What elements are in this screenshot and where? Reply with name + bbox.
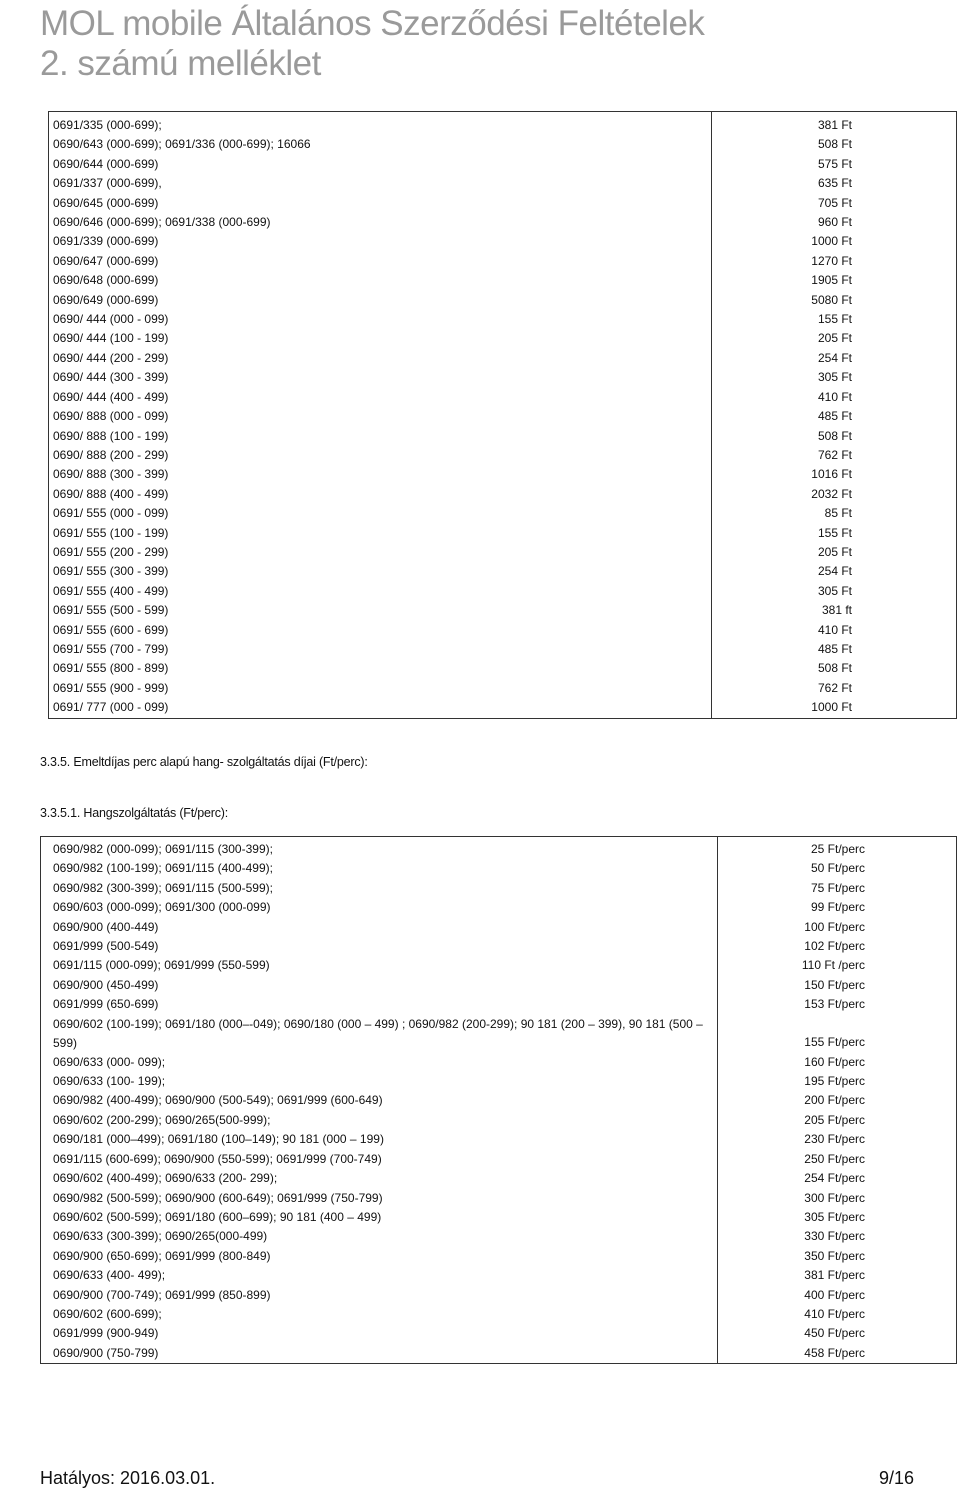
price-cell: 85 Ft [824,506,852,521]
price-cell: 25 Ft/perc [810,842,865,856]
table-row [41,837,957,860]
price-cell: 330 Ft/perc [804,1229,865,1244]
table-row [49,543,957,562]
table-row [41,1344,957,1364]
table-row [41,1150,957,1169]
price-cell: 450 Ft/perc [804,1326,865,1341]
price-cell: 230 Ft/perc [804,1132,865,1147]
price-cell: 300 Ft/perc [804,1190,865,1205]
table-row [41,859,957,878]
number-range-cell: 0690/647 (000-699) [49,252,712,271]
number-range-cell: 0691/ 555 (200 - 299) [49,543,712,562]
number-range-cell: 0690/900 (400-449) [41,918,718,937]
document-subtitle: 2. számú melléklet [40,44,321,83]
table-row [41,1015,957,1053]
price-cell: 485 Ft [817,409,852,424]
number-range-cell: 0690/644 (000-699) [49,155,712,174]
price-cell: 205 Ft [817,544,852,559]
number-range-cell: 0690/602 (500-599); 0691/180 (600–699); 90 181 (400 – 499) [41,1208,718,1227]
number-range-cell: 0690/900 (700-749); 0691/999 (850-899) [41,1286,718,1305]
price-cell: 575 Ft [817,156,852,171]
price-cell: 410 Ft [817,622,852,637]
number-range-cell: 0690/900 (750-799) [41,1344,718,1364]
table-row [49,659,957,678]
price-cell: 381 Ft/perc [804,1268,865,1283]
table-row [49,155,957,174]
table-row [41,1324,957,1343]
page-number: 9/16 [878,1468,914,1488]
table-row [49,329,957,348]
number-range-cell: 0690/633 (000- 099); [41,1053,718,1072]
number-range-cell: 0691/337 (000-699), [49,174,712,193]
number-range-cell: 0690/982 (100-199); 0691/115 (400-499); [41,859,718,878]
price-cell: 155 Ft [817,525,852,540]
voice-service-rate-table [40,836,957,1364]
price-cell: 195 Ft/perc [804,1074,865,1089]
price-cell: 254 Ft [817,350,852,365]
price-cell: 205 Ft [817,331,852,346]
table-row [41,1111,957,1130]
number-range-cell: 0690/602 (600-699); [41,1305,718,1324]
table-row [49,252,957,271]
price-cell: 1905 Ft [811,273,852,288]
number-range-cell: 0690/982 (300-399); 0691/115 (500-599); [41,879,718,898]
number-range-cell: 0690/646 (000-699); 0691/338 (000-699) [49,213,712,232]
price-cell: 75 Ft/perc [810,880,865,895]
price-cell: 1270 Ft [811,253,852,268]
price-cell: 400 Ft/perc [804,1287,865,1302]
price-cell: 254 Ft [817,564,852,579]
table-row [49,698,957,718]
table-row [49,112,957,136]
number-range-cell: 0691/115 (600-699); 0690/900 (550-599); 0691/999 (700-749) [41,1150,718,1169]
price-cell: 2032 Ft [811,486,852,501]
subsection-heading: 3.3.5.1. Hangszolgáltatás (Ft/perc): [40,806,229,820]
price-cell: 508 Ft [817,661,852,676]
number-range-cell: 0690/602 (200-299); 0690/265(500-999); [41,1111,718,1130]
price-cell: 1000 Ft [811,700,852,715]
number-range-cell: 0690/982 (000-099); 0691/115 (300-399); [41,837,718,860]
premium-number-price-table-body [49,112,957,719]
number-range-cell: 0690/ 444 (200 - 299) [49,349,712,368]
price-cell: 381 Ft [817,118,852,132]
number-range-cell: 0690/ 888 (200 - 299) [49,446,712,465]
table-row [41,1189,957,1208]
price-cell: 1016 Ft [811,467,852,482]
table-row [41,1091,957,1110]
number-range-cell: 0691/ 555 (900 - 999) [49,679,712,698]
price-cell: 635 Ft [817,176,852,191]
table-row [49,135,957,154]
number-range-cell: 0691/ 555 (600 - 699) [49,621,712,640]
table-row [41,1247,957,1266]
number-range-cell: 0690/982 (400-499); 0690/900 (500-549); 0691/999 (600-649) [41,1091,718,1110]
number-range-cell: 0691/115 (000-099); 0691/999 (550-599) [41,956,718,975]
number-range-cell: 0691/ 555 (100 - 199) [49,524,712,543]
number-range-cell: 0690/ 444 (100 - 199) [49,329,712,348]
table-row [49,407,957,426]
price-cell: 762 Ft [817,680,852,695]
table-row [49,427,957,446]
number-range-cell: 0690/ 888 (000 - 099) [49,407,712,426]
number-range-cell: 0691/335 (000-699); [49,112,712,136]
table-row [41,1266,957,1285]
price-cell: 153 Ft/perc [804,997,865,1012]
price-cell: 458 Ft/perc [804,1345,865,1360]
table-row [41,879,957,898]
document-header [40,4,704,84]
price-cell: 50 Ft/perc [810,861,865,876]
price-cell: 485 Ft [817,641,852,656]
number-range-cell: 0690/ 444 (000 - 099) [49,310,712,329]
table-row [41,956,957,975]
price-cell: 508 Ft [817,137,852,152]
price-cell: 508 Ft [817,428,852,443]
number-range-cell: 0690/633 (300-399); 0690/265(000-499) [41,1227,718,1246]
number-range-cell: 0690/633 (400- 499); [41,1266,718,1285]
price-cell: 102 Ft/perc [804,939,865,954]
price-cell: 155 Ft/perc [804,1035,865,1050]
number-range-cell: 0690/645 (000-699) [49,194,712,213]
number-range-cell: 0691/999 (500-549) [41,937,718,956]
number-range-cell: 0691/ 777 (000 - 099) [49,698,712,718]
number-range-cell: 0691/ 555 (500 - 599) [49,601,712,620]
price-cell: 254 Ft/perc [804,1171,865,1186]
table-row [41,937,957,956]
table-row [41,976,957,995]
number-range-cell: 0691/ 555 (800 - 899) [49,659,712,678]
price-cell: 350 Ft/perc [804,1248,865,1263]
table-row [49,524,957,543]
table-row [49,504,957,523]
table-row [49,271,957,290]
table-row [41,1227,957,1246]
number-range-cell: 0691/ 555 (300 - 399) [49,562,712,581]
price-cell: 110 Ft /perc [801,958,865,973]
price-cell: 5080 Ft [811,292,852,307]
price-cell: 200 Ft/perc [804,1093,865,1108]
number-range-cell: 0690/ 888 (300 - 399) [49,465,712,484]
number-range-cell: 0690/ 444 (400 - 499) [49,388,712,407]
price-cell: 150 Ft/perc [804,977,865,992]
price-cell: 99 Ft/perc [810,900,865,915]
document-title: MOL mobile Általános Szerződési Feltételek [40,4,705,43]
table-row [49,640,957,659]
table-row [49,465,957,484]
price-cell: 250 Ft/perc [804,1151,865,1166]
table-row [41,898,957,917]
number-range-cell: 0690/982 (500-599); 0690/900 (600-649); 0691/999 (750-799) [41,1189,718,1208]
voice-service-rate-table-body [41,837,957,1364]
table-row [41,1130,957,1149]
price-cell: 305 Ft [817,370,852,385]
number-range-cell: 0691/ 555 (000 - 099) [49,504,712,523]
price-cell: 305 Ft [817,583,852,598]
price-cell: 160 Ft/perc [804,1054,865,1069]
price-cell: 960 Ft [817,215,852,230]
table-row [41,1169,957,1188]
number-range-cell: 0690/ 888 (100 - 199) [49,427,712,446]
table-row [49,601,957,620]
table-row [41,1305,957,1324]
table-row [49,621,957,640]
table-row [49,679,957,698]
table-row [49,349,957,368]
table-row [41,995,957,1014]
table-row [41,1286,957,1305]
price-cell: 155 Ft [817,312,852,327]
table-row [49,291,957,310]
number-range-cell: 0690/648 (000-699) [49,271,712,290]
number-range-cell: 0691/999 (900-949) [41,1324,718,1343]
table-row [49,174,957,193]
number-range-cell: 0690/ 888 (400 - 499) [49,485,712,504]
price-cell: 100 Ft/perc [804,919,865,934]
table-row [49,562,957,581]
premium-number-price-table [48,111,957,719]
effective-date: Hatályos: 2016.03.01. [40,1468,216,1488]
table-row [49,194,957,213]
price-cell: 705 Ft [817,195,852,210]
price-cell: 305 Ft/perc [804,1209,865,1224]
number-range-cell: 0690/900 (450-499) [41,976,718,995]
table-row [49,388,957,407]
table-row [49,213,957,232]
table-row [49,446,957,465]
table-row [41,1072,957,1091]
price-cell: 410 Ft [817,389,852,404]
table-row [49,310,957,329]
table-row [41,1053,957,1072]
number-range-cell: 0690/602 (400-499); 0690/633 (200- 299); [41,1169,718,1188]
price-cell: 205 Ft/perc [804,1112,865,1127]
price-cell: 410 Ft/perc [804,1306,865,1321]
number-range-cell: 0690/ 444 (300 - 399) [49,368,712,387]
number-range-cell: 0691/339 (000-699) [49,232,712,251]
table-row [49,582,957,601]
table-row [49,232,957,251]
number-range-cell: 0691/999 (650-699) [41,995,718,1014]
number-range-cell: 0691/ 555 (700 - 799) [49,640,712,659]
table-row [41,918,957,937]
section-heading: 3.3.5. Emeltdíjas perc alapú hang- szolgáltatás díjai (Ft/perc): [40,755,368,769]
number-range-cell: 0690/649 (000-699) [49,291,712,310]
table-row [49,485,957,504]
number-range-cell: 0690/602 (100-199); 0691/180 (000–-049); 0690/180 (000 – 499) ; 0690/982 (200-299); 90 181 (200 – 399), 90 181 (500 – 599) [41,1015,718,1053]
table-row [41,1208,957,1227]
number-range-cell: 0690/900 (650-699); 0691/999 (800-849) [41,1247,718,1266]
number-range-cell: 0690/181 (000–499); 0691/180 (100–149); 90 181 (000 – 199) [41,1130,718,1149]
number-range-cell: 0691/ 555 (400 - 499) [49,582,712,601]
number-range-cell: 0690/603 (000-099); 0691/300 (000-099) [41,898,718,917]
table-row [49,368,957,387]
price-cell: 762 Ft [817,447,852,462]
price-cell: 1000 Ft [811,234,852,249]
number-range-cell: 0690/633 (100- 199); [41,1072,718,1091]
price-cell: 381 ft [821,603,852,618]
number-range-cell: 0690/643 (000-699); 0691/336 (000-699); 16066 [49,135,712,154]
